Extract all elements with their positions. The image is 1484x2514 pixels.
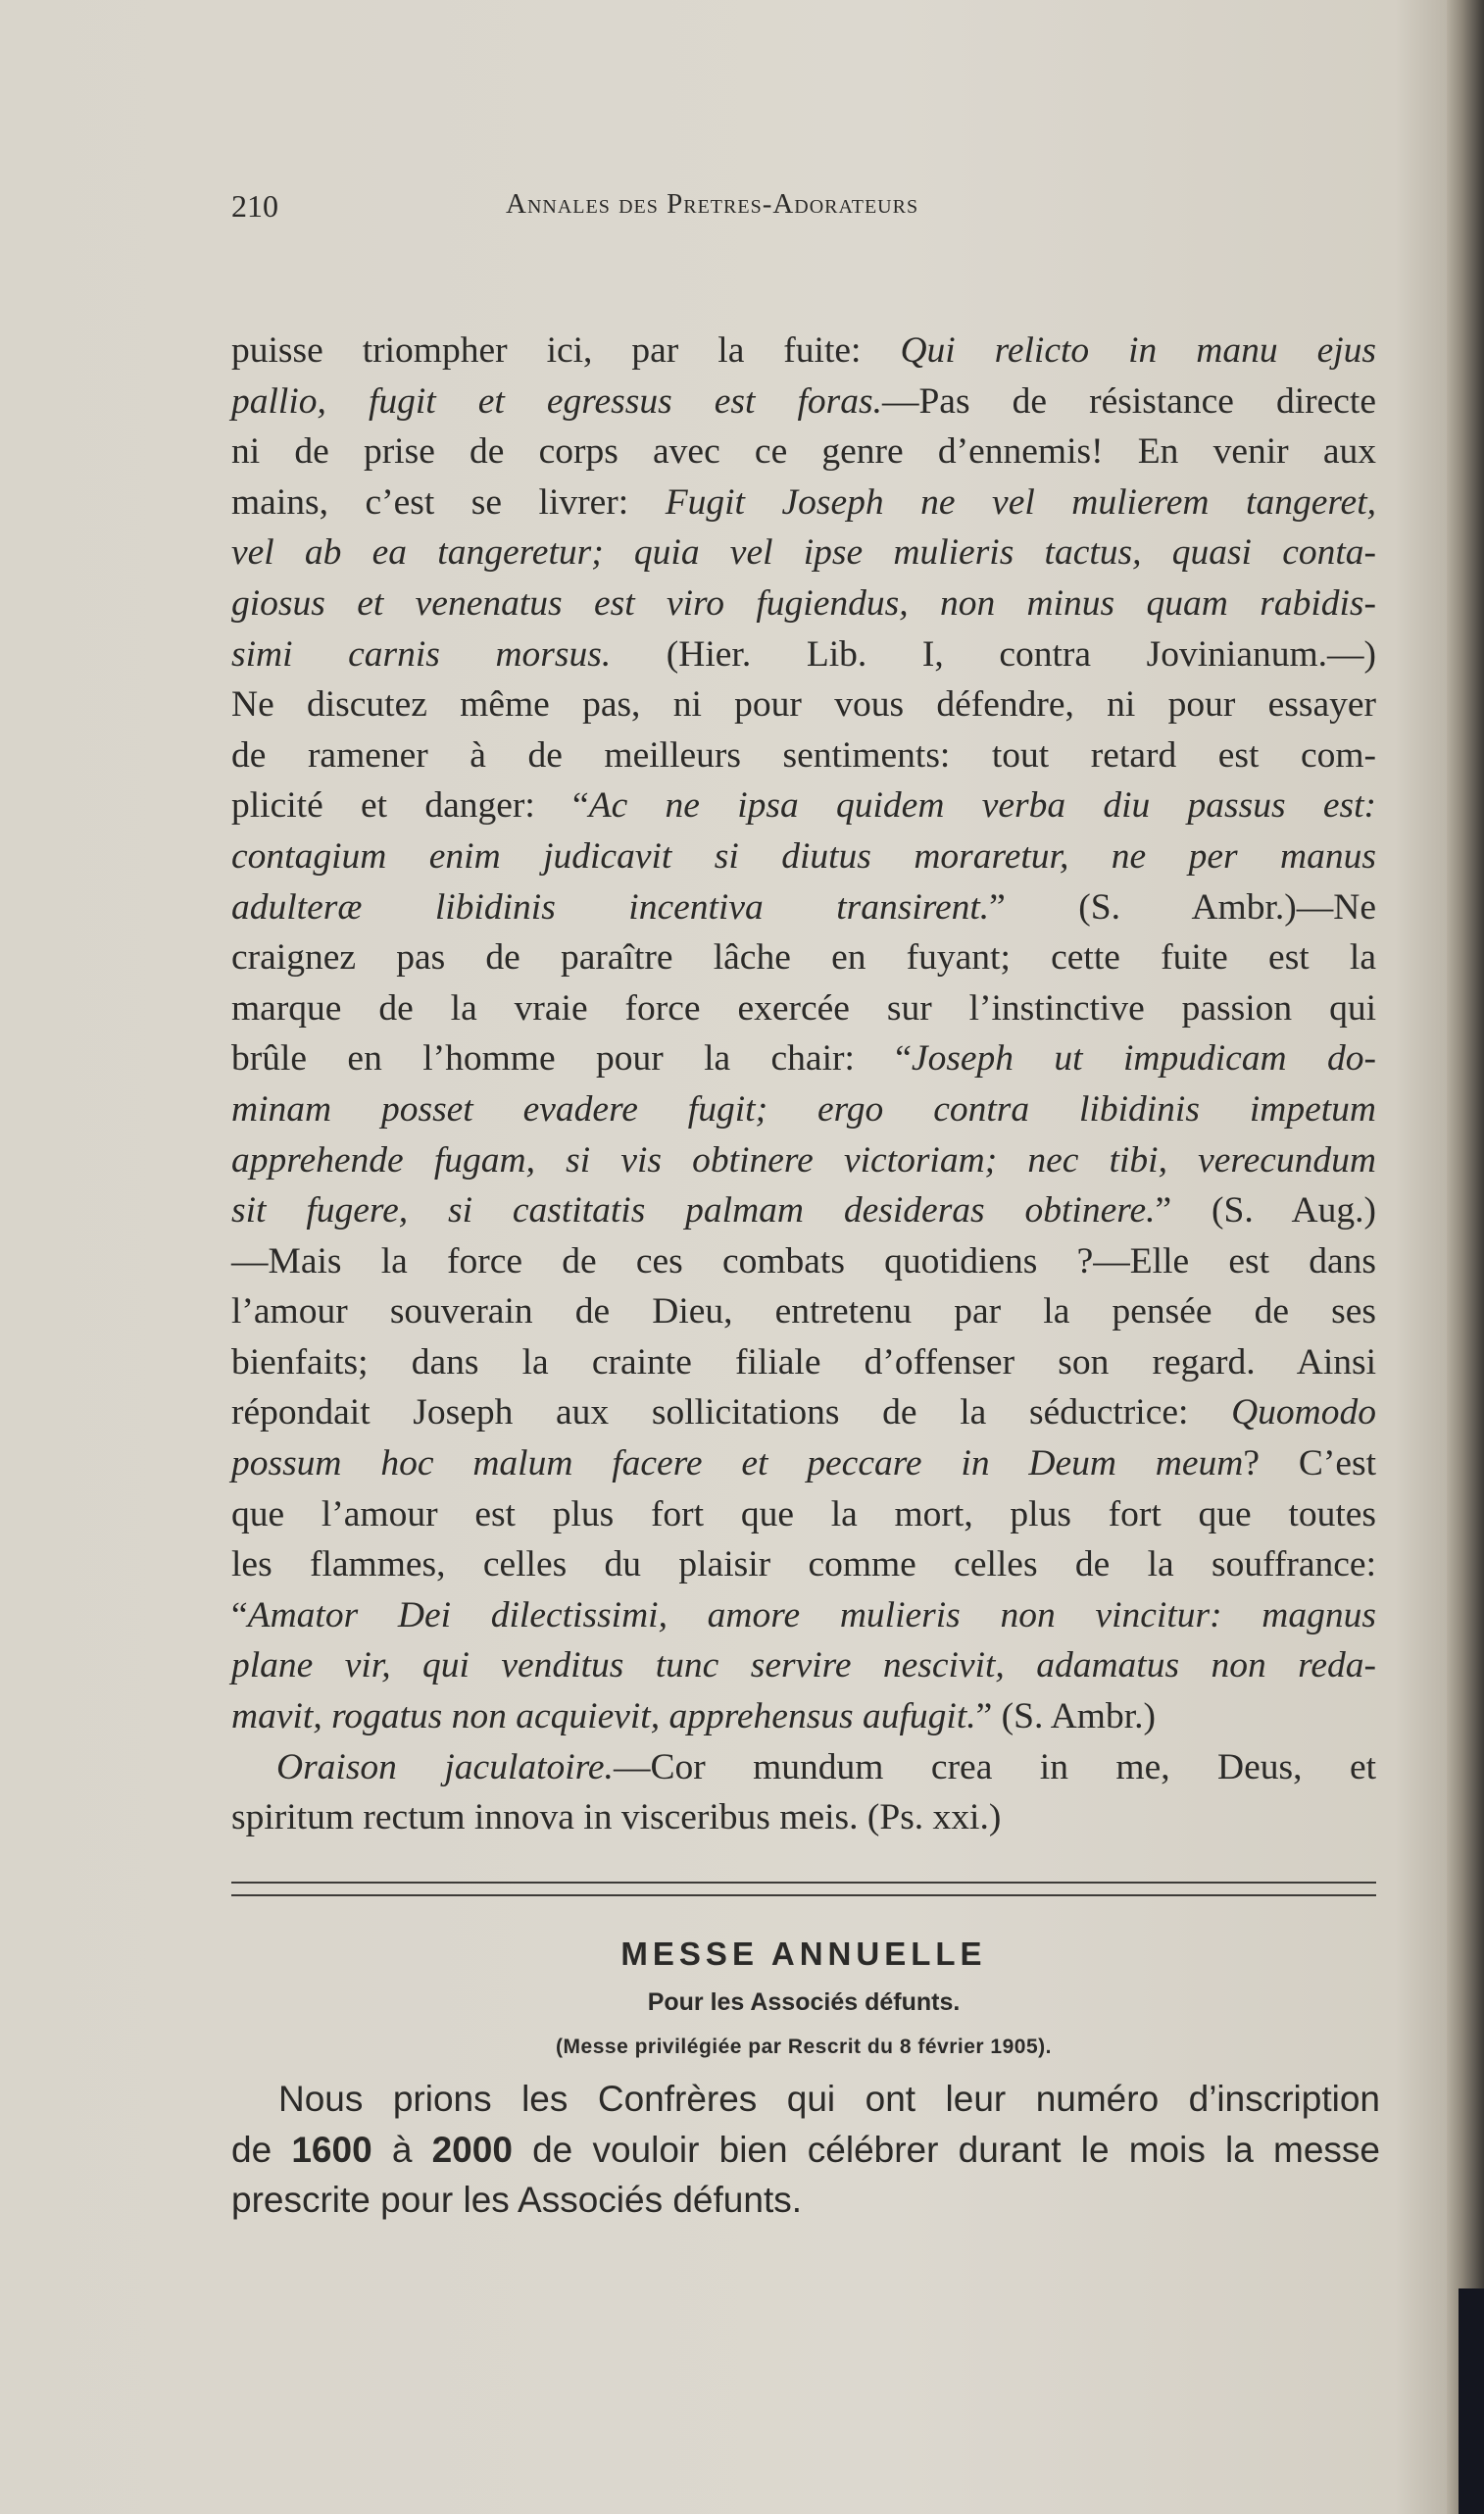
notice-text: de vouloir bien célébrer durant le mois la messe bbox=[512, 2129, 1380, 2170]
text-segment: ” (S. Aug.) bbox=[1155, 1190, 1376, 1232]
text-segment: plicité et danger: “ bbox=[231, 785, 589, 827]
latin-quote: Amator Dei dilectissimi, amore mulieris non vincitur: magnus bbox=[247, 1594, 1376, 1635]
latin-quote: giosus et venenatus est viro fugiendus, non minus quam rabidis- bbox=[231, 582, 1376, 624]
latin-quote: vel ab ea tangeretur; quia vel ipse mulieris tactus, quasi conta- bbox=[231, 532, 1376, 574]
text-line bbox=[231, 1286, 1376, 1337]
text-line bbox=[231, 1590, 1376, 1641]
text-line bbox=[231, 629, 1376, 680]
text-line bbox=[231, 1185, 1376, 1236]
text-segment: ? C’est bbox=[1243, 1443, 1376, 1484]
text-segment: marque de la vraie force exercée sur l’instinctive passion qui bbox=[231, 987, 1376, 1029]
text-segment: l’amour souverain de Dieu, entretenu par la pensée de ses bbox=[231, 1291, 1376, 1332]
text-line bbox=[231, 427, 1376, 478]
text-line bbox=[231, 578, 1376, 629]
text-line bbox=[231, 1033, 1376, 1084]
text-line bbox=[231, 478, 1376, 528]
text-segment: —Pas de résistance directe bbox=[881, 380, 1376, 422]
latin-quote: Oraison jaculatoire. bbox=[276, 1746, 614, 1787]
text-line bbox=[231, 377, 1376, 427]
latin-quote: mavit, rogatus non acquievit, apprehensus aufugit. bbox=[231, 1696, 976, 1737]
text-segment: craignez pas de paraître lâche en fuyant; cette fuite est la bbox=[231, 937, 1376, 979]
text-line bbox=[231, 1084, 1376, 1135]
text-line bbox=[231, 1135, 1376, 1186]
notice-body bbox=[231, 2073, 1380, 2225]
running-title: Annales des Pretres-Adorateurs bbox=[506, 188, 919, 220]
text-segment: bienfaits; dans la crainte filiale d’offenser son regard. Ainsi bbox=[231, 1341, 1376, 1383]
notice-title: MESSE ANNUELLE bbox=[620, 1936, 987, 1972]
range-start: 1600 bbox=[291, 2129, 372, 2170]
text-line bbox=[231, 983, 1376, 1034]
range-end: 2000 bbox=[431, 2129, 513, 2170]
latin-quote: Qui relicto in manu ejus bbox=[900, 330, 1376, 371]
text-segment: (Hier. Lib. I, contra Jovinianum.—) bbox=[611, 633, 1376, 675]
text-line bbox=[231, 780, 1376, 831]
latin-quote: simi carnis morsus. bbox=[231, 633, 612, 675]
text-segment: que l’amour est plus fort que la mort, plus fort que toutes bbox=[231, 1493, 1376, 1534]
text-segment: brûle en l’homme pour la chair: “ bbox=[231, 1038, 912, 1080]
text-line bbox=[231, 679, 1376, 730]
page-number: 210 bbox=[231, 188, 278, 224]
text-line bbox=[231, 1691, 1376, 1742]
text-line bbox=[231, 882, 1376, 933]
latin-quote: apprehende fugam, si vis obtinere victoriam; nec tibi, verecundum bbox=[231, 1139, 1376, 1181]
text-segment: les flammes, celles du plaisir comme celles de la souffrance: bbox=[231, 1544, 1376, 1585]
text-segment: Ne discutez même pas, ni pour vous défendre, ni pour essayer bbox=[231, 684, 1376, 726]
text-segment: répondait Joseph aux sollicitations de la séductrice: bbox=[231, 1392, 1232, 1433]
notice-line: Nous prions les Confrères qui ont leur numéro d’inscription bbox=[278, 2079, 1380, 2119]
text-line bbox=[231, 1387, 1376, 1438]
text-segment: ni de prise de corps avec ce genre d’ennemis! En venir aux bbox=[231, 431, 1376, 473]
text-line bbox=[231, 932, 1376, 983]
notice-line bbox=[231, 2124, 1380, 2175]
latin-quote: Quomodo bbox=[1231, 1392, 1376, 1433]
text-line bbox=[231, 1337, 1376, 1388]
text-line bbox=[231, 1438, 1376, 1489]
text-segment: puisse triompher ici, par la fuite: bbox=[231, 330, 901, 371]
body-text bbox=[231, 326, 1376, 1843]
text-segment: —Mais la force de ces combats quotidiens ?—Elle est dans bbox=[231, 1240, 1376, 1282]
latin-quote: contagium enim judicavit si diutus moraretur, ne per manus bbox=[231, 835, 1376, 877]
text-line bbox=[231, 326, 1376, 377]
text-segment: ” (S. Ambr.) bbox=[975, 1696, 1156, 1737]
text-segment: mains, c’est se livrer: bbox=[231, 481, 666, 523]
binding-shadow bbox=[1459, 2288, 1484, 2514]
text-segment: —Cor mundum crea in me, Deus, et bbox=[613, 1746, 1377, 1787]
latin-quote: Joseph ut impudicam do- bbox=[911, 1038, 1376, 1080]
page-header bbox=[231, 188, 1378, 227]
latin-quote: minam posset evadere fugit; ergo contra libidinis impetum bbox=[231, 1088, 1376, 1130]
text-line bbox=[231, 1489, 1376, 1540]
text-line bbox=[231, 831, 1376, 882]
latin-quote: possum hoc malum facere et peccare in Deum meum bbox=[231, 1443, 1244, 1484]
latin-quote: plane vir, qui venditus tunc servire nescivit, adamatus non reda- bbox=[231, 1645, 1376, 1686]
text-line bbox=[231, 1640, 1376, 1691]
text-segment: “ bbox=[231, 1594, 248, 1635]
latin-quote: adulteræ libidinis incentiva transirent. bbox=[231, 886, 990, 928]
latin-quote: pallio, fugit et egressus est foras. bbox=[231, 380, 882, 422]
text-line bbox=[231, 1742, 1376, 1793]
notice-subtitle: Pour les Associés défunts. bbox=[647, 1988, 961, 2016]
divider-rule-bottom bbox=[231, 1894, 1376, 1896]
divider-rule-top bbox=[231, 1882, 1376, 1884]
text-line bbox=[231, 528, 1376, 578]
text-line bbox=[231, 730, 1376, 781]
latin-quote: sit fugere, si castitatis palmam desideras obtinere. bbox=[231, 1190, 1156, 1232]
text-segment: de ramener à de meilleurs sentiments: tout retard est com- bbox=[231, 734, 1376, 776]
latin-quote: Fugit Joseph ne vel mulierem tangeret, bbox=[665, 481, 1376, 523]
notice-text: de bbox=[231, 2129, 292, 2170]
notice-text: à bbox=[371, 2129, 432, 2170]
page-edge bbox=[1447, 0, 1484, 2514]
text-line bbox=[231, 1236, 1376, 1287]
text-segment: ” (S. Ambr.)—Ne bbox=[989, 886, 1376, 928]
notice-note: (Messe privilégiée par Rescrit du 8 février 1905). bbox=[556, 2036, 1052, 2058]
text-segment: spiritum rectum innova in visceribus meis. (Ps. xxi.) bbox=[231, 1797, 1002, 1838]
text-line bbox=[231, 1792, 1376, 1843]
text-line bbox=[231, 1539, 1376, 1590]
notice-line: prescrite pour les Associés défunts. bbox=[231, 2180, 803, 2221]
latin-quote: Ac ne ipsa quidem verba diu passus est: bbox=[588, 785, 1377, 827]
